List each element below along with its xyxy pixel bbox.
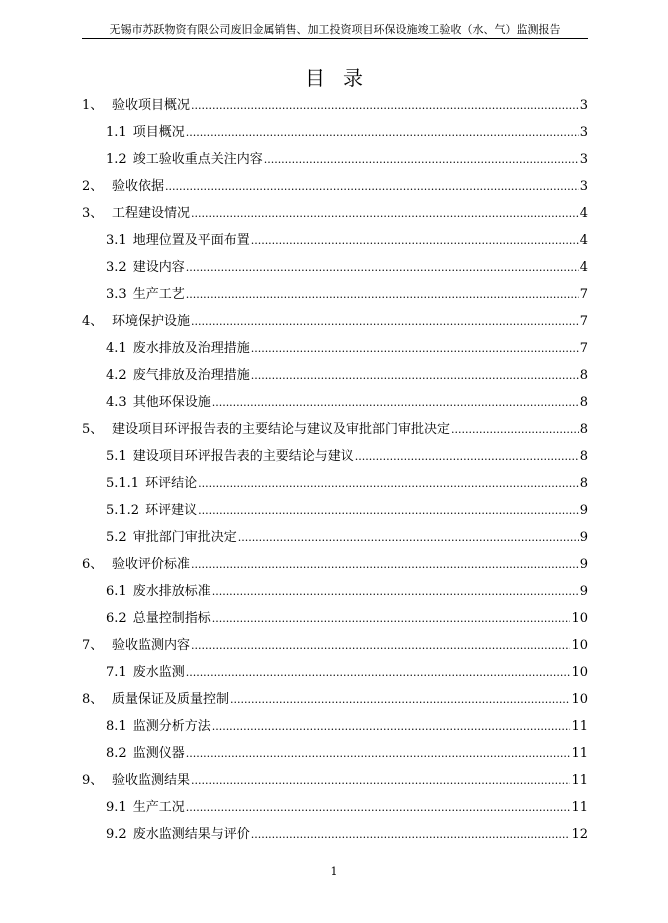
toc-subsection-entry[interactable] <box>82 659 588 686</box>
toc-entry-label: 总量控制指标 <box>132 611 211 626</box>
toc-entry-label: 质量保证及质量控制 <box>112 692 230 707</box>
toc-leader-dots <box>264 146 579 173</box>
toc-entry-page: 8 <box>579 449 588 464</box>
toc-leader-dots <box>212 605 571 632</box>
toc-leader-dots <box>191 200 579 227</box>
toc-entry-label: 监测分析方法 <box>132 719 211 734</box>
toc-entry-label: 工程建设情况 <box>112 206 191 221</box>
toc-entry-number: 8.1 <box>106 719 127 734</box>
toc-subsection-entry[interactable] <box>82 605 588 632</box>
toc-leader-dots <box>191 551 579 578</box>
toc-leader-dots <box>212 389 579 416</box>
toc-entry-label: 验收评价标准 <box>112 557 191 572</box>
toc-subsection-entry[interactable] <box>82 254 588 281</box>
toc-leader-dots <box>186 794 571 821</box>
toc-leader-dots <box>198 470 579 497</box>
toc-leader-dots <box>198 497 579 524</box>
toc-entry-page: 8 <box>579 476 588 491</box>
toc-subsection-entry[interactable] <box>82 119 588 146</box>
toc-entry-page: 7 <box>579 341 588 356</box>
toc-entry-number: 6.2 <box>106 611 127 626</box>
toc-entry-number: 5.1 <box>106 449 127 464</box>
toc-subsection-entry[interactable] <box>82 227 588 254</box>
toc-leader-dots <box>230 686 570 713</box>
toc-section-entry[interactable] <box>82 308 588 335</box>
toc-entry-page: 9 <box>579 503 588 518</box>
toc-subsection-entry[interactable] <box>82 794 588 821</box>
toc-subsection-entry[interactable] <box>82 524 588 551</box>
toc-entry-page: 10 <box>571 665 588 680</box>
toc-leader-dots <box>251 335 579 362</box>
toc-entry-page: 7 <box>579 287 588 302</box>
toc-entry-label: 其他环保设施 <box>132 395 211 410</box>
toc-entry-number: 6.1 <box>106 584 127 599</box>
toc-entry-label: 生产工艺 <box>132 287 185 302</box>
toc-subsection-entry[interactable] <box>82 470 588 497</box>
toc-subsection-entry[interactable] <box>82 281 588 308</box>
toc-entry-label: 监测仪器 <box>132 746 185 761</box>
toc-entry-page: 10 <box>571 638 588 653</box>
toc-entry-label: 建设项目环评报告表的主要结论与建议 <box>132 449 354 464</box>
toc-leader-dots <box>186 254 579 281</box>
toc-entry-label: 生产工况 <box>132 800 185 815</box>
toc-entry-label: 竣工验收重点关注内容 <box>132 152 263 167</box>
toc-entry-label: 审批部门审批决定 <box>132 530 237 545</box>
toc-entry-number: 1.2 <box>106 152 127 167</box>
toc-leader-dots <box>191 632 570 659</box>
toc-leader-dots <box>186 740 571 767</box>
toc-subsection-entry[interactable] <box>82 821 588 848</box>
toc-section-entry[interactable] <box>82 686 588 713</box>
toc-leader-dots <box>238 524 579 551</box>
toc-section-entry[interactable] <box>82 416 588 443</box>
toc-title: 目录 <box>305 66 381 90</box>
toc-entry-page: 3 <box>579 98 588 113</box>
toc-entry-number: 8、 <box>82 692 104 707</box>
page-header: 无锡市苏跃物资有限公司废旧金属销售、加工投资项目环保设施竣工验收（水、气）监测报告 <box>82 22 588 39</box>
toc-entry-number: 9.1 <box>106 800 127 815</box>
toc-leader-dots <box>165 173 579 200</box>
toc-entry-page: 10 <box>571 611 588 626</box>
toc-leader-dots <box>191 308 579 335</box>
toc-entry-page: 11 <box>571 746 588 761</box>
toc-entry-number: 1.1 <box>106 125 127 140</box>
toc-entry-page: 11 <box>571 773 588 788</box>
toc-entry-page: 9 <box>579 557 588 572</box>
toc-entry-number: 6、 <box>82 557 104 572</box>
toc-entry-label: 废气排放及治理措施 <box>132 368 250 383</box>
page-number: 1 <box>330 865 338 878</box>
toc-entry-label: 废水排放及治理措施 <box>132 341 250 356</box>
toc-entry-page: 8 <box>579 422 588 437</box>
toc-entry-label: 环评建议 <box>145 503 198 518</box>
toc-entry-page: 12 <box>571 827 588 842</box>
toc-entry-number: 4.1 <box>106 341 127 356</box>
toc-entry-number: 3、 <box>82 206 104 221</box>
toc-section-entry[interactable] <box>82 767 588 794</box>
toc-entry-label: 环境保护设施 <box>112 314 191 329</box>
toc-section-entry[interactable] <box>82 551 588 578</box>
toc-entry-label: 废水监测 <box>132 665 185 680</box>
toc-entry-page: 3 <box>579 152 588 167</box>
toc-subsection-entry[interactable] <box>82 146 588 173</box>
toc-entry-number: 1、 <box>82 98 104 113</box>
toc-entry-number: 7.1 <box>106 665 127 680</box>
toc-leader-dots <box>212 578 579 605</box>
toc-entry-label: 废水排放标准 <box>132 584 211 599</box>
toc-entry-label: 废水监测结果与评价 <box>132 827 250 842</box>
toc-entry-page: 4 <box>579 233 588 248</box>
toc-entry-label: 验收依据 <box>112 179 165 194</box>
toc-entry-number: 8.2 <box>106 746 127 761</box>
toc-subsection-entry[interactable] <box>82 740 588 767</box>
toc-entry-page: 3 <box>579 179 588 194</box>
toc-entry-label: 环评结论 <box>145 476 198 491</box>
toc-entry-page: 8 <box>579 368 588 383</box>
toc-entry-number: 4.2 <box>106 368 127 383</box>
toc-subsection-entry[interactable] <box>82 443 588 470</box>
toc-entry-page: 9 <box>579 584 588 599</box>
toc-leader-dots <box>212 713 571 740</box>
toc-subsection-entry[interactable] <box>82 713 588 740</box>
toc-entry-number: 3.3 <box>106 287 127 302</box>
table-of-contents <box>82 92 588 848</box>
toc-subsection-entry[interactable] <box>82 335 588 362</box>
toc-leader-dots <box>451 416 579 443</box>
toc-entry-page: 8 <box>579 395 588 410</box>
toc-entry-number: 5.2 <box>106 530 127 545</box>
toc-entry-page: 7 <box>579 314 588 329</box>
toc-entry-label: 地理位置及平面布置 <box>132 233 250 248</box>
toc-leader-dots <box>191 92 579 119</box>
toc-leader-dots <box>186 659 571 686</box>
toc-section-entry[interactable] <box>82 632 588 659</box>
toc-entry-number: 4、 <box>82 314 104 329</box>
toc-entry-number: 3.2 <box>106 260 127 275</box>
toc-entry-label: 建设内容 <box>132 260 185 275</box>
toc-entry-number: 7、 <box>82 638 104 653</box>
toc-entry-number: 9、 <box>82 773 104 788</box>
toc-entry-number: 5.1.2 <box>106 503 140 518</box>
toc-entry-label: 验收监测结果 <box>112 773 191 788</box>
toc-leader-dots <box>186 119 579 146</box>
toc-subsection-entry[interactable] <box>82 578 588 605</box>
toc-entry-page: 9 <box>579 530 588 545</box>
toc-entry-label: 验收项目概况 <box>112 98 191 113</box>
toc-section-entry[interactable] <box>82 92 588 119</box>
toc-entry-number: 3.1 <box>106 233 127 248</box>
toc-entry-label: 验收监测内容 <box>112 638 191 653</box>
toc-entry-label: 项目概况 <box>132 125 185 140</box>
toc-entry-number: 5、 <box>82 422 104 437</box>
toc-subsection-entry[interactable] <box>82 389 588 416</box>
toc-entry-number: 5.1.1 <box>106 476 140 491</box>
toc-entry-page: 11 <box>571 719 588 734</box>
toc-entry-page: 4 <box>579 260 588 275</box>
toc-leader-dots <box>251 821 571 848</box>
toc-entry-number: 9.2 <box>106 827 127 842</box>
toc-entry-page: 10 <box>571 692 588 707</box>
toc-section-entry[interactable] <box>82 173 588 200</box>
toc-entry-number: 4.3 <box>106 395 127 410</box>
toc-leader-dots <box>355 443 579 470</box>
toc-entry-page: 3 <box>579 125 588 140</box>
toc-leader-dots <box>186 281 579 308</box>
toc-entry-page: 4 <box>579 206 588 221</box>
toc-leader-dots <box>251 362 579 389</box>
toc-entry-page: 11 <box>571 800 588 815</box>
toc-subsection-entry[interactable] <box>82 497 588 524</box>
toc-entry-label: 建设项目环评报告表的主要结论与建议及审批部门审批决定 <box>112 422 451 437</box>
toc-leader-dots <box>251 227 579 254</box>
toc-entry-number: 2、 <box>82 179 104 194</box>
toc-subsection-entry[interactable] <box>82 362 588 389</box>
toc-section-entry[interactable] <box>82 200 588 227</box>
toc-leader-dots <box>191 767 570 794</box>
